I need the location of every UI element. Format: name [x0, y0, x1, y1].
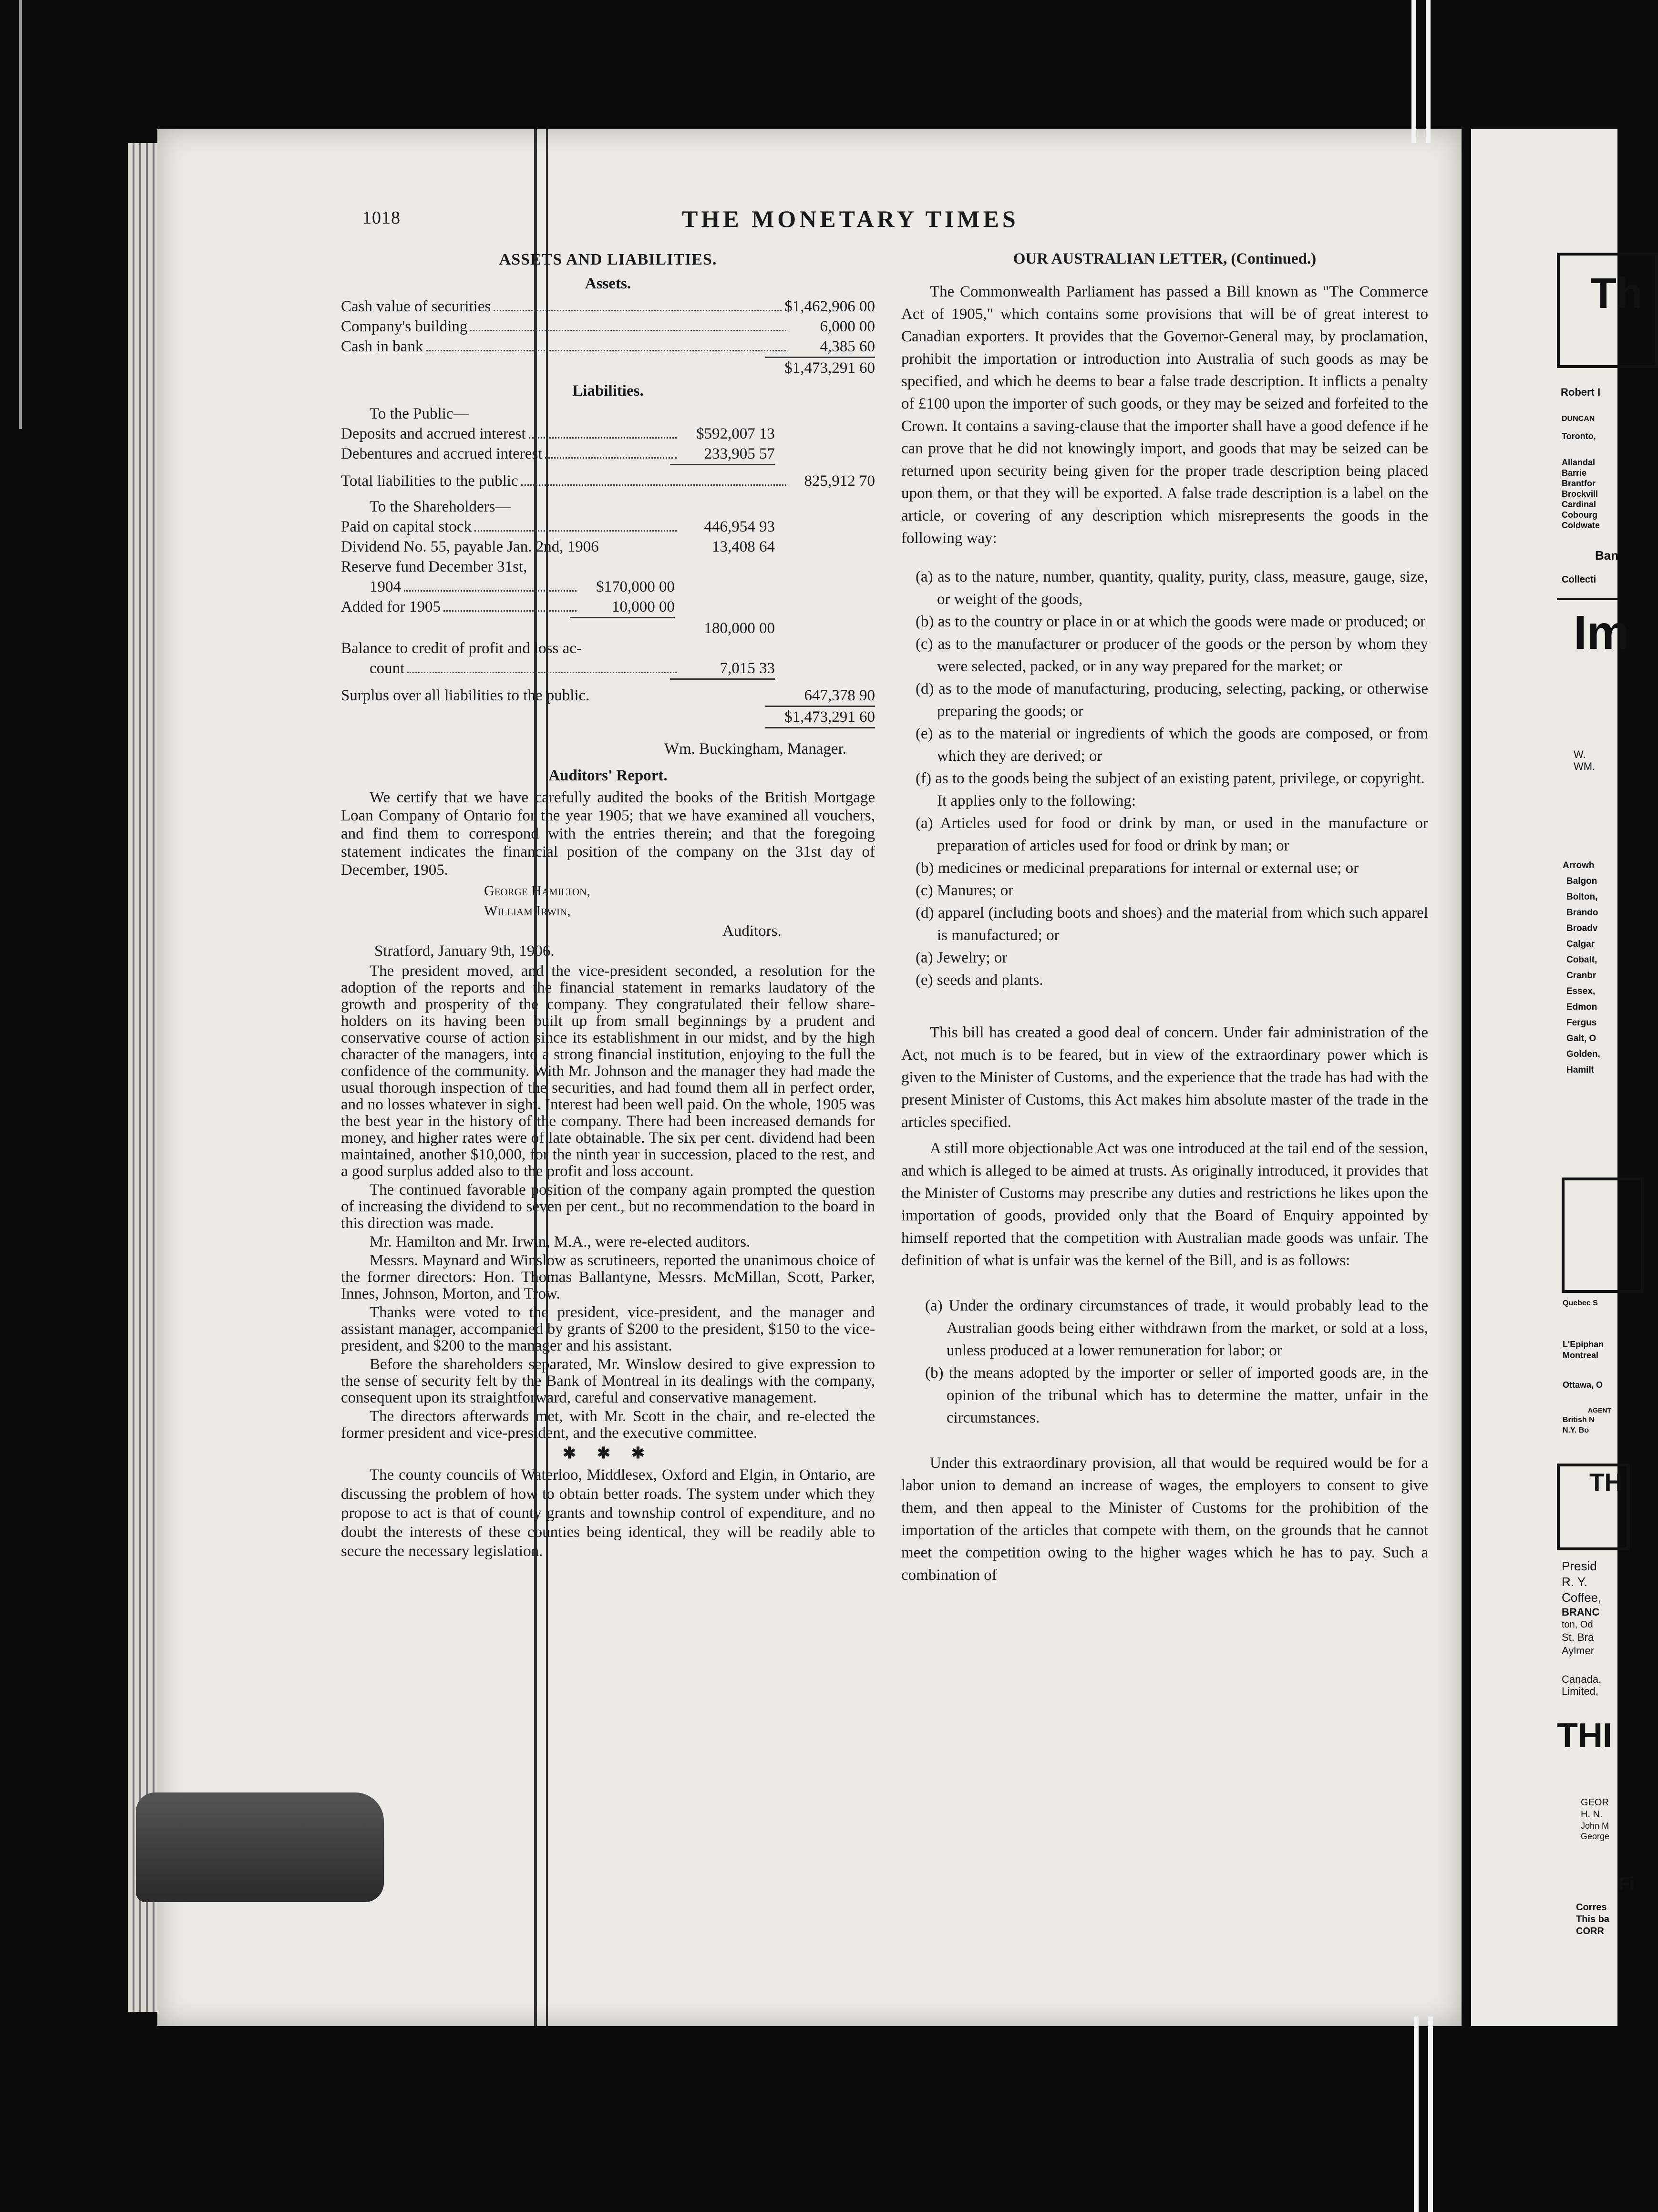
applies-intro: It applies only to the following:: [937, 792, 1136, 809]
liability-row: [341, 424, 875, 444]
balance-row: [341, 658, 875, 678]
total-public-row: [341, 471, 875, 491]
fragment-text: AGENT: [1588, 1406, 1611, 1414]
fragment-text: GEOR: [1581, 1797, 1609, 1808]
description-item: (f) as to the goods being the subject of an existing patent, privilege, or copyright.: [916, 770, 1425, 787]
auditors-role: Auditors.: [722, 922, 782, 940]
article-paragraph: Under this extraordinary provision, all that would be required would be for a labor union to demand an increase of wages, the employers to consent to give them, and then appeal to the Minister of Customs for the prohibition of the importation of the articles that compete with them, on the grounds that he cannot meet the competition owing to the higher wages which he has to pay. Such a combination of: [901, 1454, 1428, 1584]
to-shareholders-label: To the Shareholders—: [370, 498, 511, 515]
asset-row: [341, 297, 875, 317]
fragment-text: Toronto,: [1562, 431, 1596, 441]
auditors-text: We certify that we have carefully audited the books of the British Mortgage Loan Company of Ontario for the year 1905; that we have examined all vouchers, and find them to correspond with the entries therein; and that the foregoing statement indicates the financial position of the company on the 31st day of December, 1905.: [341, 789, 875, 879]
dividend-amount: 13,408 64: [712, 538, 775, 555]
fragment-text: John M: [1581, 1821, 1609, 1831]
auditor-signer: George Hamilton,: [484, 883, 590, 899]
fragment-text: W.: [1574, 748, 1586, 760]
fragment-text: Quebec S: [1563, 1299, 1598, 1307]
liability-amount: $592,007 13: [696, 425, 775, 442]
fragment-text: George: [1581, 1832, 1610, 1841]
asset-amount: 6,000 00: [820, 318, 875, 335]
grand-total: $1,473,291 60: [784, 708, 875, 726]
liability-label: Deposits and accrued interest: [341, 425, 526, 442]
shareholder-row: [341, 537, 875, 557]
fragment-text: Canada,: [1562, 1673, 1602, 1685]
fragment-text: Cranbr: [1566, 971, 1596, 981]
fragment-text: Robert I: [1561, 386, 1601, 398]
fragment-text: R. Y.: [1562, 1575, 1587, 1589]
fragment-text: Galt, O: [1566, 1034, 1596, 1044]
paid-capital-label: Paid on capital stock: [341, 518, 472, 535]
page-clip: [136, 1792, 384, 1902]
masthead-title: THE MONETARY TIMES: [682, 205, 1019, 232]
fragment-text: Im: [1574, 606, 1629, 659]
liability-label: Debentures and accrued interest: [341, 445, 543, 462]
fragment-text: Brockvill: [1562, 489, 1598, 499]
applies-item: (a) Articles used for food or drink by man, or used in the manufacture or preparation of articles used for food or drink by man; or: [916, 815, 1428, 854]
meeting-paragraph: Messrs. Maynard and Winslow as scrutineers, reported the unanimous choice of the former directors: Hon. Thomas Ballantyne, Messrs. McMillan, Scott, Parker, Innes, Johnson, Morton, and Trow.: [341, 1252, 875, 1302]
fragment-text: Balgon: [1566, 876, 1597, 886]
fragment-text: Coffee,: [1562, 1590, 1602, 1605]
description-item: (e) as to the material or ingredients of which the goods are composed, or from which they are derived; or: [916, 725, 1428, 765]
description-item: (a) as to the nature, number, quantity, quality, purity, class, measure, gauge, size, or weight of the goods,: [916, 568, 1428, 608]
fragment-text: Presid: [1562, 1559, 1597, 1573]
balance-label-2: count: [370, 660, 405, 677]
applies-item: (b) medicines or medicinal preparations for internal or external use; or: [916, 860, 1359, 877]
unfair-item: (b) the means adopted by the importer or seller of imported goods are, in the opinion of the tribunal which has to determine the matter, unfair in the circumstances.: [925, 1364, 1428, 1426]
paid-capital-amount: 446,954 93: [704, 518, 775, 535]
fragment-text: Edmon: [1566, 1002, 1597, 1012]
fragment-text: ton, Od: [1562, 1619, 1593, 1630]
fragment-text: Fi: [1619, 1874, 1634, 1893]
auditors-heading: Auditors' Report.: [548, 767, 668, 784]
assets-total-row: [341, 358, 875, 378]
asset-row: [341, 317, 875, 337]
dividend-label: Dividend No. 55, payable Jan. 2nd, 1906: [341, 538, 599, 555]
description-item: (c) as to the manufacturer or producer of the goods or the person by whom they were selected, packed, or in any way prepared for the market; or: [916, 635, 1428, 675]
meeting-paragraph: Thanks were voted to the president, vice-president, and the manager and assistant manager, accompanied by grants of $200 to the president, $150 to the vice-president, and $200 to the manager and his assistant.: [341, 1304, 875, 1354]
fragment-text: N.Y. Bo: [1563, 1426, 1589, 1434]
film-mark: [1411, 0, 1416, 143]
fragment-text: Allandal: [1562, 458, 1596, 467]
to-public-label: To the Public—: [370, 405, 469, 422]
auditor-signer: William Irwin,: [484, 903, 571, 919]
fragment-text: L'Epiphan: [1563, 1340, 1604, 1349]
fragment-text: DUNCAN: [1562, 415, 1595, 423]
fragment-text: Aylmer: [1562, 1645, 1595, 1657]
meeting-paragraph: The president moved, and the vice-president seconded, a resolution for the adoption of the reports and the financial statement in remarks laudatory of the growth and prosperity of the company. They congratulated their fellow share-holders on its having been built up from small beginnings by a prudent and conservative course of action since its establishment in our midst, and by the high character of the managers, into a strong financial institution, enjoying to the full the confidence of the community. With Mr. Johnson and the manager they had made the usual thorough inspection of the securities, and had found them all in perfect order, and no losses whatever in sight. Interest had been well paid. On the whole, 1905 was the best year in the history of the company. There had been increased demands for money, and higher rates were of late obtainable. The six per cent. dividend had been maintained, another $10,000, for the ninth year in succession, placed to the rest, and a good surplus added also to the profit and loss account.: [341, 963, 875, 1180]
fragment-text: Montreal: [1563, 1351, 1599, 1360]
shareholder-row: [341, 517, 875, 537]
reserve-total-row: [341, 618, 875, 638]
fragment-text: Ban: [1595, 548, 1619, 563]
fragment-text: Collecti: [1562, 574, 1596, 585]
fragment-text: Bolton,: [1566, 892, 1598, 902]
asset-amount: $1,462,906 00: [784, 298, 875, 315]
fragment-text: Cobalt,: [1566, 955, 1597, 965]
applies-item: (e) seeds and plants.: [916, 972, 1043, 989]
applies-item: (a) Jewelry; or: [916, 949, 1008, 966]
meeting-paragraph: Before the shareholders separated, Mr. Winslow desired to give expression to the sense of security felt by the Bank of Montreal in its dealings with the company, consequent upon its straightforward, careful and conservative management.: [341, 1356, 875, 1406]
fragment-text: Coldwate: [1562, 521, 1600, 530]
fragment-text: St. Bra: [1562, 1631, 1594, 1643]
left-column: [341, 248, 875, 1563]
fragment-text: Broadv: [1566, 923, 1598, 933]
reserve-row: [341, 577, 875, 597]
added-1905-amount: 10,000 00: [612, 598, 675, 615]
total-public-label: Total liabilities to the public: [341, 472, 518, 490]
fragment-text: BRANC: [1562, 1606, 1600, 1618]
added-1905-label: Added for 1905: [341, 598, 441, 615]
fragment-text: WM.: [1574, 760, 1596, 772]
reserve-total: 180,000 00: [704, 620, 775, 637]
manager-signature: Wm. Buckingham, Manager.: [664, 740, 846, 758]
reserve-row: [341, 597, 875, 617]
article-paragraph: A still more objectionable Act was one introduced at the tail end of the session, and which is alleged to be aimed at trusts. As originally introduced, it provides that the Minister of Customs may prescribe any duties and restrictions he likes upon the importation of goods, provided only that the Board of Enquiry appointed by himself reported that the competition with Australian made goods was unfair. The definition of what is unfair was the kernel of the Bill, and is as follows:: [901, 1140, 1428, 1269]
auditors-place-date: Stratford, January 9th, 1906.: [374, 942, 555, 960]
section-separator: ✱ ✱ ✱: [563, 1445, 653, 1462]
ad-box: [1562, 1178, 1644, 1293]
meeting-paragraph: Mr. Hamilton and Mr. Irwin, M.A., were re-elected auditors.: [370, 1233, 751, 1250]
liability-row: [341, 444, 875, 464]
fragment-text: Th: [1590, 270, 1643, 317]
asset-label: Company's building: [341, 318, 468, 335]
page-number: 1018: [362, 208, 401, 228]
fragment-text: Hamilt: [1566, 1065, 1595, 1075]
unfair-item: (a) Under the ordinary circumstances of trade, it would probably lead to the Australian goods being either withdrawn from the market, or sold at a loss, unless produced at a lower remuneration for labor; or: [925, 1297, 1428, 1359]
adjacent-page: [1471, 129, 1643, 2026]
assets-heading: Assets.: [585, 275, 631, 292]
description-item: (b) as to the country or place in or at which the goods were made or produced; or: [916, 613, 1426, 630]
asset-label: Cash value of securities: [341, 298, 491, 315]
film-mark: [1426, 0, 1431, 143]
article-paragraph: This bill has created a good deal of concern. Under fair administration of the Act, not much is to be feared, but in view of the extraordinary power which is given to the Minister of Customs, and the experience that the trade has had with the present Minister of Customs, this Act makes him absolute master of the trade in the articles specified.: [901, 1024, 1428, 1131]
article-intro: The Commonwealth Parliament has passed a Bill known as "The Commerce Act of 1905," which contains some provisions that will be of great interest to Canadian exporters. It provides that the Governor-General may, by proclamation, prohibit the importation or introduction into Australia of such goods as may be specified, and which he deems to bear a false trade description. It inflicts a penalty of £100 upon the importer of such goods, or they may be seized and forfeited to the Crown. It contains a saving-clause that the importer shall have a good defence if he can prove that he did not knowingly import, and goods that may be seized can be returned upon security being given for the proper trade description being placed upon them, or that they will be exported. A false trade description is a label on the article, or covering of any description which misrepresents the goods in the following way:: [901, 283, 1428, 547]
surplus-label: Surplus over all liabilities to the public.: [341, 687, 590, 704]
total-public-amount: 825,912 70: [804, 472, 875, 490]
film-mark: [1414, 2017, 1419, 2212]
fragment-text: Essex,: [1566, 986, 1596, 996]
surplus-amount: 647,378 90: [804, 687, 875, 704]
fragment-text: This ba: [1576, 1914, 1610, 1925]
description-item: (d) as to the mode of manufacturing, producing, selecting, packing, or otherwise preparing the goods; or: [916, 680, 1428, 720]
fragment-text: Corres: [1576, 1902, 1607, 1913]
reserve-1904-label: 1904: [370, 578, 401, 595]
asset-row: [341, 337, 875, 357]
fragment-text: Brando: [1566, 908, 1598, 918]
fragment-text: Limited,: [1562, 1685, 1599, 1697]
meeting-paragraph: The directors afterwards met, with Mr. Scott in the chair, and re-elected the former president and vice-president, and the executive committee.: [341, 1408, 875, 1442]
fragment-text: Brantfor: [1562, 479, 1596, 488]
liabilities-heading: Liabilities.: [572, 382, 644, 399]
liability-amount: 233,905 57: [704, 445, 775, 462]
fragment-text: H. N.: [1581, 1809, 1603, 1820]
fragment-text: Ottawa, O: [1563, 1380, 1603, 1390]
reserve-label: Reserve fund December 31st,: [341, 558, 527, 575]
film-mark: [1428, 2017, 1433, 2212]
right-column: [901, 248, 1428, 1590]
balance-label: Balance to credit of profit and loss ac-: [341, 640, 582, 657]
fragment-text: Arrowh: [1563, 860, 1595, 870]
asset-label: Cash in bank: [341, 338, 423, 355]
fragment-text: THI: [1557, 1717, 1612, 1755]
grand-total-row: [341, 707, 875, 727]
meeting-paragraph: The continued favorable position of the company again prompted the question of increasing the dividend to seven per cent., but no recommendation to the board in this direction was made.: [341, 1181, 875, 1232]
asset-amount: 4,385 60: [820, 338, 875, 355]
divider: [1557, 598, 1619, 600]
fragment-text: TH: [1589, 1469, 1623, 1496]
fragment-text: British N: [1563, 1416, 1595, 1424]
reserve-1904-amount: $170,000 00: [596, 578, 675, 595]
fragment-text: Barrie: [1562, 468, 1587, 478]
fragment-text: Golden,: [1566, 1049, 1600, 1059]
assets-total: $1,473,291 60: [784, 359, 875, 377]
film-mark: [19, 0, 22, 429]
fragment-text: Cardinal: [1562, 500, 1596, 509]
roads-paragraph: The county councils of Waterloo, Middlesex, Oxford and Elgin, in Ontario, are discussing the problem of how to obtain better roads. The system under which they propose to act is that of county grants and township control of expenditure, and no doubt the interests of these counties being identical, they will be readily able to secure the necessary legislation.: [341, 1466, 875, 1560]
fragment-text: Cobourg: [1562, 510, 1597, 520]
applies-item: (d) apparel (including boots and shoes) and the material from which such apparel is manufactured; or: [916, 904, 1428, 944]
applies-item: (c) Manures; or: [916, 882, 1014, 899]
fragment-text: Calgar: [1566, 939, 1595, 949]
article-heading: OUR AUSTRALIAN LETTER, (Continued.): [1013, 250, 1317, 267]
statement-heading: ASSETS AND LIABILITIES.: [499, 251, 717, 268]
fragment-text: Fergus: [1566, 1018, 1597, 1028]
surplus-row: [341, 686, 875, 706]
fragment-text: CORR: [1576, 1926, 1604, 1936]
balance-amount: 7,015 33: [720, 660, 775, 677]
